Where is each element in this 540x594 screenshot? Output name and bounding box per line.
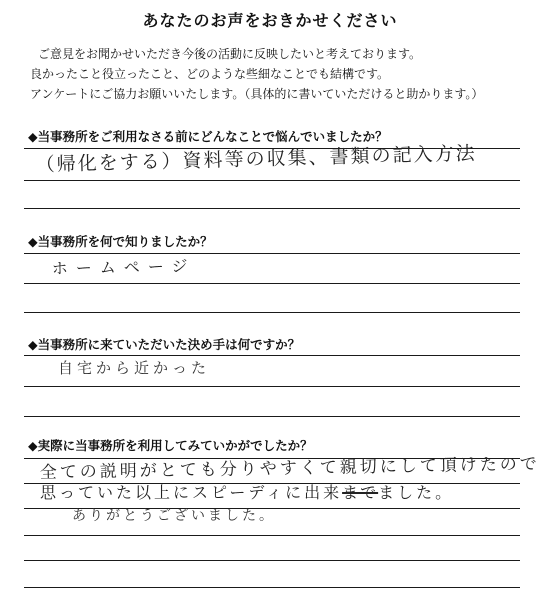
question-1-answer: （帰化をする）資料等の収集、書類の記入方法 xyxy=(35,142,477,177)
question-3-label: ◆当事務所に来ていただいた決め手は何ですか？ xyxy=(28,337,301,352)
answer-line xyxy=(24,283,520,284)
answer-line xyxy=(24,587,520,588)
intro-text xyxy=(30,44,530,104)
answer-fragment: 思っていた以上にスピーディに出来 xyxy=(40,483,343,502)
answer-line xyxy=(24,386,520,387)
answer-line xyxy=(24,355,520,356)
answer-line xyxy=(24,535,520,536)
question-4-label: ◆実際に当事務所を利用してみていかがでしたか？ xyxy=(28,438,313,453)
answer-line xyxy=(24,560,520,561)
intro-line: ご意見をお聞かせいただき今後の活動に反映したいと考えております。 xyxy=(38,47,422,61)
question-4-answer-line-3: ありがとうございました。 xyxy=(72,508,276,524)
intro-line: アンケートにご協力お願いいたします。（具体的に書いていただけると助かります。） xyxy=(30,87,484,101)
struck-out-text: まで xyxy=(342,483,379,502)
answer-line xyxy=(24,208,520,209)
answer-line xyxy=(24,253,520,254)
question-1-label: ◆当事務所をご利用なさる前にどんなことで悩んでいましたか？ xyxy=(28,129,388,144)
question-4-answer-line-1: 全ての説明がとても分りやすくて親切にして頂けたので xyxy=(39,454,540,483)
answer-line xyxy=(24,312,520,313)
question-2-label: ◆当事務所を何で知りましたか？ xyxy=(28,234,213,249)
intro-line: 良かったこと役立ったこと、どのような些細なことでも結構です。 xyxy=(30,67,390,81)
question-4-answer-line-2 xyxy=(40,480,454,503)
answer-fragment: ました。 xyxy=(378,483,455,502)
question-2-answer: ホームページ xyxy=(51,256,196,279)
answer-line xyxy=(24,180,520,181)
form-title: あなたのお声をおきかせください xyxy=(142,11,398,30)
answer-line xyxy=(24,416,520,417)
question-3-answer: 自宅から近かった xyxy=(58,359,211,377)
